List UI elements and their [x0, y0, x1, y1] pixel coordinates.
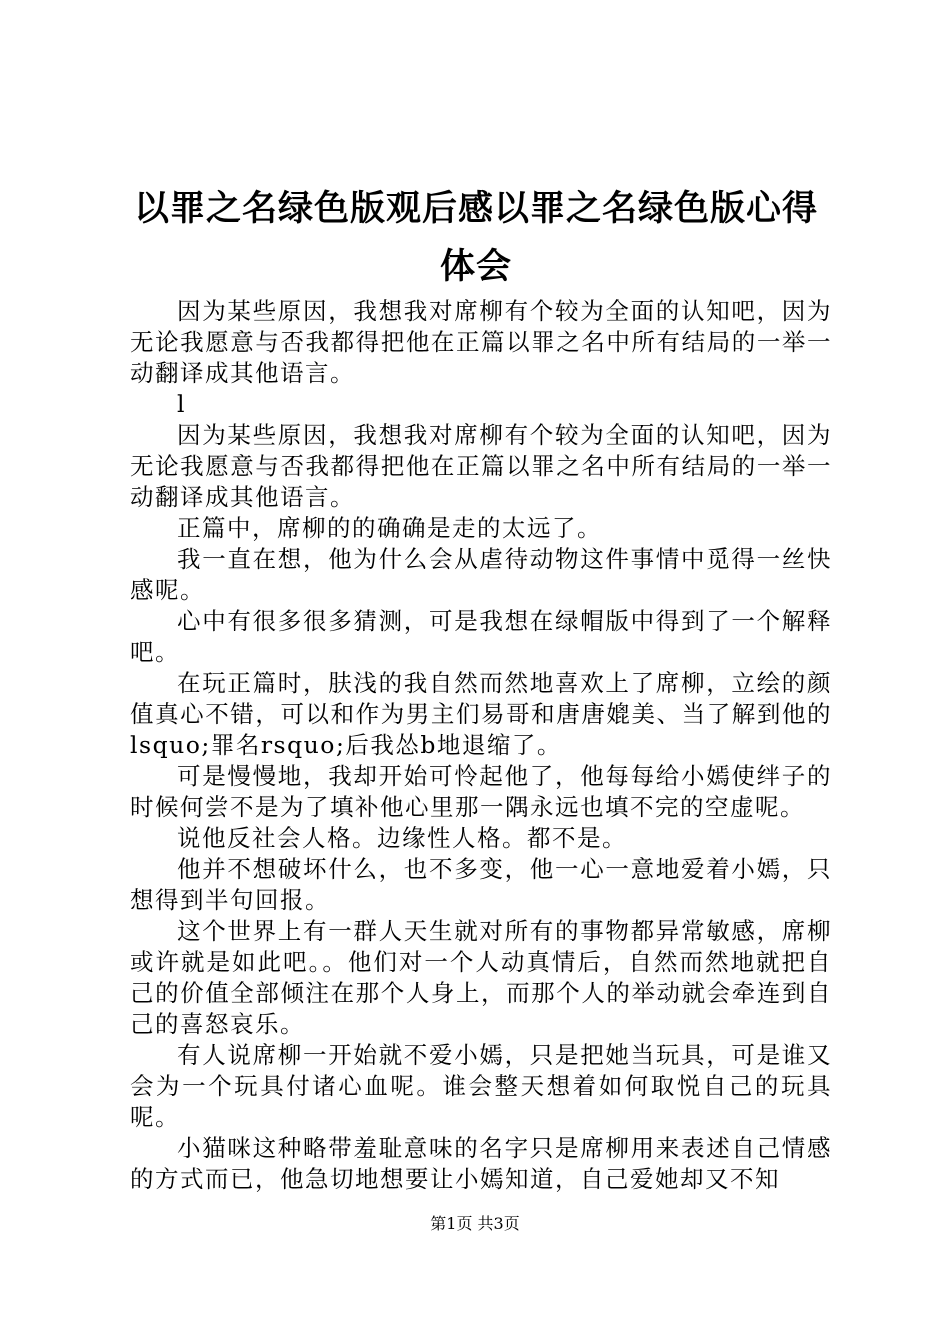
- document-body: [130, 296, 832, 1195]
- paragraph: 可是慢慢地，我却开始可怜起他了，他每每给小嫣使绊子的时候何尝不是为了填补他心里那一隅永远也填不完的空虚呢。: [130, 762, 832, 821]
- paragraph: 有人说席柳一开始就不爱小嫣，只是把她当玩具，可是谁又会为一个玩具付诸心血呢。谁会整天想着如何取悦自己的玩具呢。: [130, 1041, 832, 1131]
- paragraph: 心中有很多很多猜测，可是我想在绿帽版中得到了一个解释吧。: [130, 607, 832, 666]
- paragraph: 正篇中，席柳的的确确是走的太远了。: [177, 514, 602, 542]
- page-footer: 第1页 共3页: [430, 1214, 520, 1233]
- paragraph: 说他反社会人格。边缘性人格。都不是。: [177, 824, 627, 852]
- paragraph: l: [177, 390, 187, 418]
- paragraph: 他并不想破坏什么，也不多变，他一心一意地爱着小嫣，只想得到半句回报。: [130, 855, 832, 914]
- paragraph: 在玩正篇时，肤浅的我自然而然地喜欢上了席柳，立绘的颜值真心不错，可以和作为男主们易哥和唐唐媲美、当了解到他的lsquo;罪名rsquo;后我怂b地退缩了。: [130, 669, 832, 759]
- paragraph: 小猫咪这种略带羞耻意味的名字只是席柳用来表述自己情感的方式而已，他急切地想要让小嫣知道，自己爱她却又不知: [130, 1134, 832, 1193]
- document-title: 以罪之名绿色版观后感以罪之名绿色版心得体会: [133, 189, 818, 287]
- paragraph: 这个世界上有一群人天生就对所有的事物都异常敏感，席柳或许就是如此吧。。他们对一个人动真情后，自然而然地就把自己的价值全部倾注在那个人身上，而那个人的举动就会牵连到自己的喜怒哀乐。: [130, 917, 832, 1038]
- paragraph: 因为某些原因，我想我对席柳有个较为全面的认知吧，因为无论我愿意与否我都得把他在正篇以罪之名中所有结局的一举一动翻译成其他语言。: [130, 297, 832, 387]
- paragraph: 因为某些原因，我想我对席柳有个较为全面的认知吧，因为无论我愿意与否我都得把他在正篇以罪之名中所有结局的一举一动翻译成其他语言。: [130, 421, 832, 511]
- paragraph: 我一直在想，他为什么会从虐待动物这件事情中觅得一丝快感呢。: [130, 545, 832, 604]
